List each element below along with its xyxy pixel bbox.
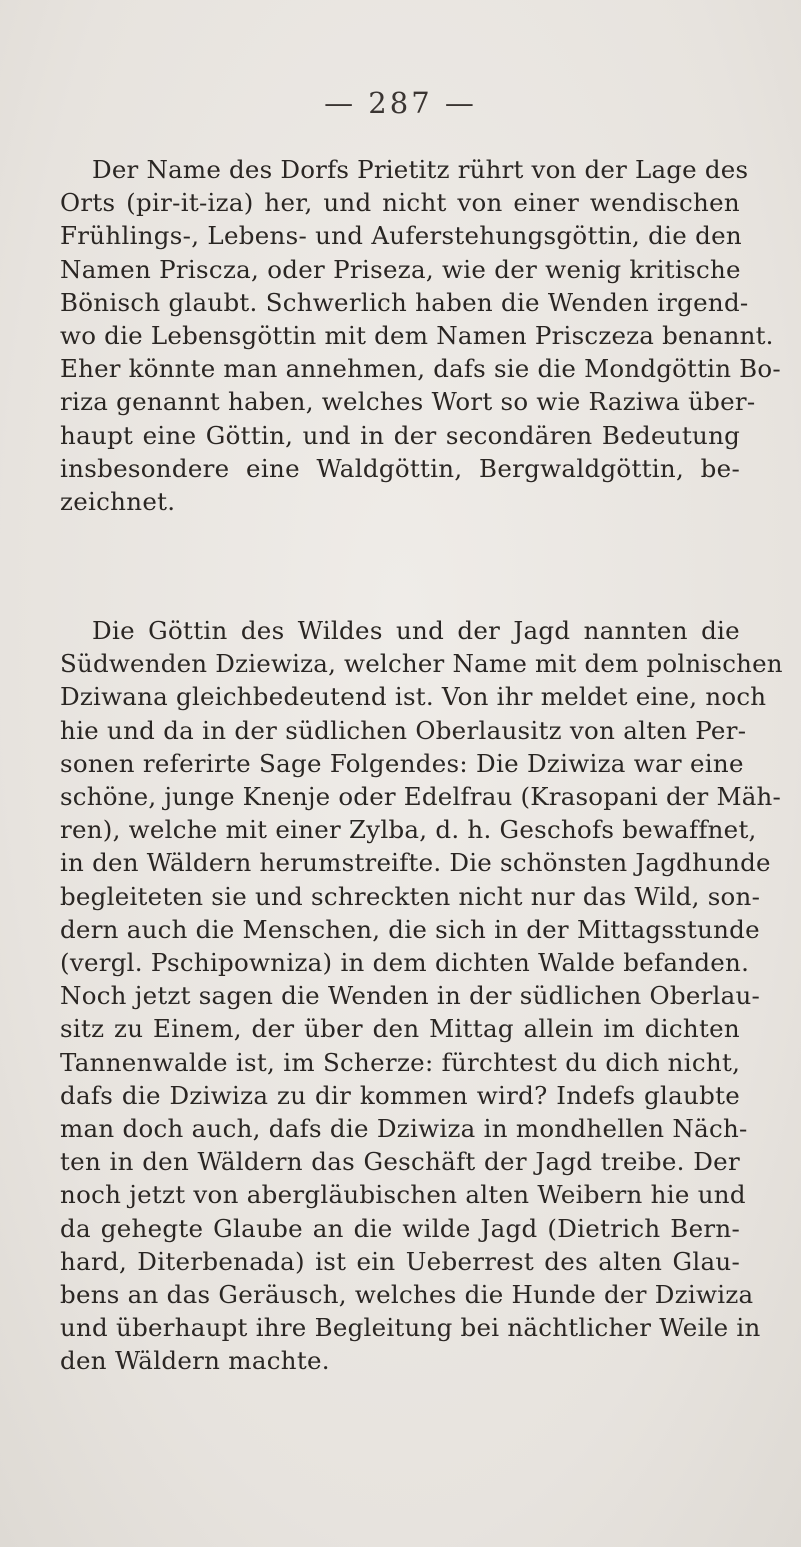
text-line: Dziwana gleichbedeutend ist. Von ihr meldet eine, noch [60, 682, 767, 712]
text-line: hard, Diterbenada) ist ein Ueberrest des alten Glau- [60, 1246, 741, 1276]
text-line: Eher könnte man annehmen, dafs sie die Mondgöttin Bo- [60, 354, 781, 384]
text-line: den Wäldern machte. [60, 1346, 330, 1376]
text-line: (vergl. Pschipowniza) in dem dichten Walde befanden. [60, 948, 750, 978]
text-line: Die Göttin des Wildes und der Jagd nannten die [92, 616, 740, 645]
text-line: wo die Lebensgöttin mit dem Namen Prisczeza benannt. [60, 321, 774, 351]
text-line: Bönisch glaubt. Schwerlich haben die Wenden irgend- [60, 287, 749, 317]
text-line: schöne, junge Knenje oder Edelfrau (Krasopani der Mäh- [60, 782, 782, 812]
text-line: Orts (pir-it-iza) her, und nicht von einer wendischen [60, 188, 740, 218]
text-line: sitz zu Einem, der über den Mittag allein im dichten [60, 1014, 740, 1044]
text-line: Namen Priscza, oder Priseza, wie der wenig kritische [60, 254, 741, 284]
text-line: Tannenwalde ist, im Scherze: fürchtest du dich nicht, [60, 1047, 741, 1077]
text-line: da gehegte Glaube an die wilde Jagd (Dietrich Bern- [60, 1213, 741, 1243]
text-line: begleiteten sie und schreckten nicht nur das Wild, son- [60, 881, 761, 911]
text-line: Südwenden Dziewiza, welcher Name mit dem polnischen [60, 649, 783, 679]
text-line: zeichnet. [60, 487, 176, 517]
text-line: bens an das Geräusch, welches die Hunde der Dziwiza [60, 1280, 754, 1310]
paragraph-1 [60, 153, 781, 518]
text-line: und überhaupt ihre Begleitung bei nächtlicher Weile in [60, 1313, 761, 1343]
text-line: riza genannt haben, welches Wort so wie Raziwa über- [60, 387, 756, 417]
text-line: haupt eine Göttin, und in der secondären Bedeutung [60, 420, 741, 450]
text-line: hie und da in der südlichen Oberlausitz von alten Per- [60, 715, 747, 745]
text-line: in den Wäldern herumstreifte. Die schönsten Jagdhunde [60, 848, 771, 878]
text-line: Frühlings-, Lebens- und Auferstehungsgöttin, die den [60, 221, 742, 251]
text-line: Noch jetzt sagen die Wenden in der südlichen Oberlau- [60, 981, 761, 1011]
text-line: Der Name des Dorfs Prietitz rührt von der Lage des [92, 155, 749, 184]
text-line: dafs die Dziwiza zu dir kommen wird? Indefs glaubte [60, 1080, 741, 1110]
text-line: ten in den Wäldern das Geschäft der Jagd treibe. Der [60, 1147, 740, 1177]
paragraph-2 [60, 614, 783, 1378]
text-line: man doch auch, dafs die Dziwiza in mondhellen Näch- [60, 1114, 748, 1144]
text-line: noch jetzt von abergläubischen alten Weibern hie und [60, 1180, 746, 1210]
text-line: ren), welche mit einer Zylba, d. h. Geschofs bewaffnet, [60, 815, 757, 845]
text-line: insbesondere eine Waldgöttin, Bergwaldgöttin, be- [60, 453, 741, 483]
page-number: — 287 — [324, 86, 477, 120]
text-line: sonen referirte Sage Folgendes: Die Dziwiza war eine [60, 748, 744, 778]
text-line: dern auch die Menschen, die sich in der Mittagsstunde [60, 914, 760, 944]
